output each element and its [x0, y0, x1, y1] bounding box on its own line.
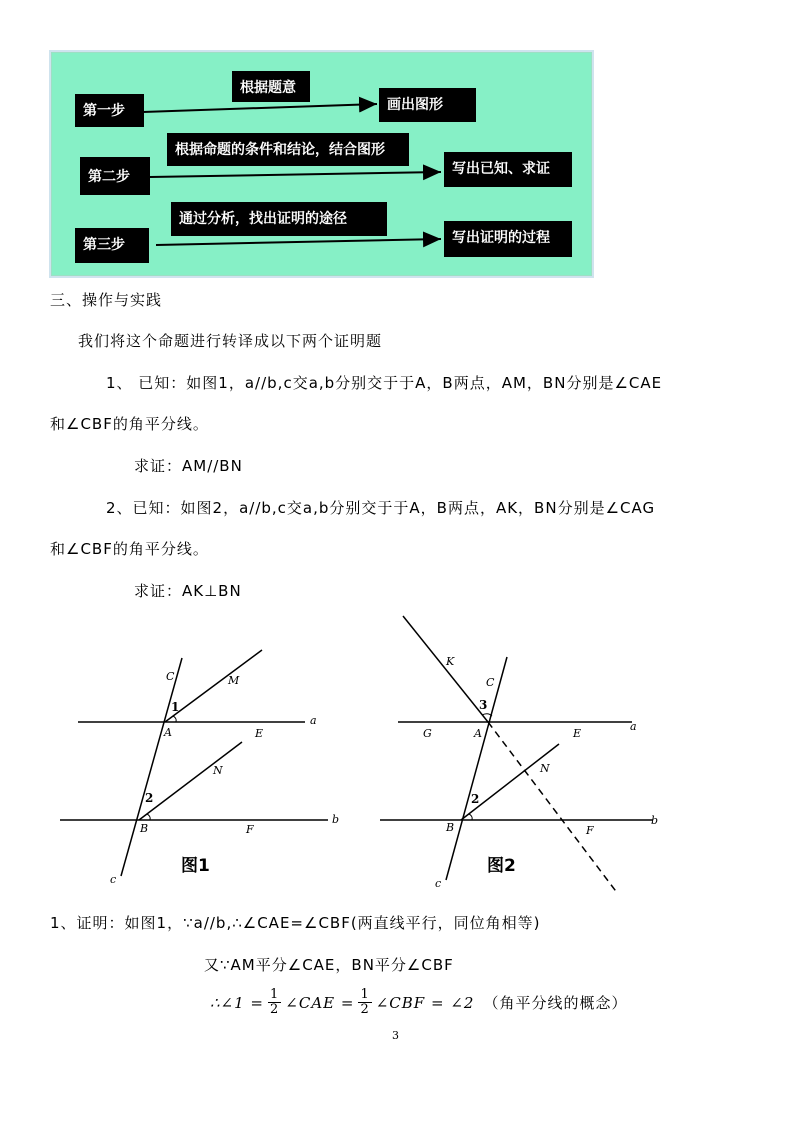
flowchart-panel	[49, 50, 594, 278]
arrow-2	[150, 172, 441, 177]
result2-box: 写出已知、求证	[444, 152, 572, 187]
fig2-label-3: 3	[479, 698, 488, 712]
fig2-label-2: 2	[471, 792, 480, 806]
fraction-half-2	[358, 988, 371, 1017]
problem2-prove: 求证：AK⊥BN	[134, 582, 242, 600]
problem1-line2: 和∠CBF的角平分线。	[50, 415, 209, 433]
section-heading: 三、操作与实践	[50, 291, 163, 309]
step1-box: 第一步	[75, 94, 144, 127]
fraction-numerator: 1	[360, 987, 370, 1002]
figure2-caption: 图2	[487, 856, 516, 876]
fraction-numerator: 1	[270, 987, 280, 1002]
fig2-label-b: b	[651, 814, 659, 827]
fig2-label-K: K	[446, 655, 455, 668]
arrow-1	[143, 104, 377, 112]
arrow3-label: 通过分析，找出证明的途径	[171, 202, 387, 236]
proof-line3-prefix: ∴∠1 =	[210, 993, 264, 1012]
fig1-label-E: E	[255, 727, 264, 740]
page-number: 3	[392, 1029, 399, 1042]
intro-text: 我们将这个命题进行转译成以下两个证明题	[78, 332, 383, 350]
arrow2-label: 根据命题的条件和结论，结合图形	[167, 133, 409, 166]
fig2-ray-AK	[403, 616, 488, 722]
fig2-label-F: F	[586, 824, 594, 837]
figure1-diagram	[50, 640, 350, 890]
proof-line3-note: （角平分线的概念）	[483, 994, 628, 1012]
step3-box: 第三步	[75, 228, 149, 263]
proof-line3-mid2: ∠CBF = ∠2	[375, 993, 475, 1012]
fraction-denominator: 2	[360, 1002, 370, 1017]
fig1-angle1-arc	[173, 716, 176, 722]
fig2-ray-BN	[461, 744, 559, 820]
figure1-caption: 图1	[181, 856, 210, 876]
proof-line3-mid1: ∠CAE =	[285, 993, 355, 1012]
problem1-prove: 求证：AM//BN	[134, 457, 243, 475]
fig1-label-A: A	[164, 726, 172, 739]
result3-box: 写出证明的过程	[444, 221, 572, 257]
fig2-label-c: c	[435, 877, 442, 890]
fig2-label-a: a	[630, 720, 637, 733]
fig1-label-1: 1	[171, 700, 180, 714]
arrow-3	[156, 239, 441, 245]
fig1-label-c: c	[110, 873, 117, 886]
fig1-label-a: a	[310, 714, 317, 727]
problem2-line2: 和∠CBF的角平分线。	[50, 540, 209, 558]
fig2-label-A: A	[474, 727, 482, 740]
fig1-angle2-arc	[147, 814, 150, 820]
fig1-label-C: C	[166, 670, 175, 683]
result1-box: 画出图形	[379, 88, 476, 122]
problem2-line1: 2、已知：如图2，a//b,c交a,b分别交于于A，B两点，AK，BN分别是∠CAG	[106, 499, 656, 517]
fig1-label-b: b	[332, 813, 340, 826]
fig1-label-2: 2	[145, 791, 154, 805]
proof-line2: 又∵AM平分∠CAE，BN平分∠CBF	[204, 956, 454, 974]
fig2-label-C: C	[486, 676, 495, 689]
fig2-label-B: B	[446, 821, 455, 834]
step2-box: 第二步	[80, 157, 150, 195]
fraction-half-1	[268, 988, 281, 1017]
fig2-angle2-arc	[469, 814, 472, 820]
fig2-label-N: N	[540, 762, 550, 775]
arrow1-label: 根据题意	[232, 71, 310, 102]
fig1-line-c	[121, 658, 182, 876]
fraction-denominator: 2	[270, 1002, 280, 1017]
fig2-label-G: G	[423, 727, 432, 740]
fig1-label-F: F	[246, 823, 254, 836]
fig1-ray-AM	[165, 650, 262, 722]
proof-line1: 1、证明：如图1，∵a//b,∴∠CAE=∠CBF(两直线平行，同位角相等)	[50, 914, 541, 932]
fig1-label-B: B	[140, 822, 149, 835]
fig1-label-N: N	[213, 764, 223, 777]
figure2-diagram	[370, 612, 670, 894]
proof-line3	[210, 988, 627, 1017]
fig1-label-M: M	[228, 674, 240, 687]
problem1-line1: 1、 已知：如图1，a//b,c交a,b分别交于于A，B两点，AM，BN分别是∠CAE	[106, 374, 663, 392]
fig2-label-E: E	[573, 727, 582, 740]
fig2-line-c	[446, 657, 507, 880]
